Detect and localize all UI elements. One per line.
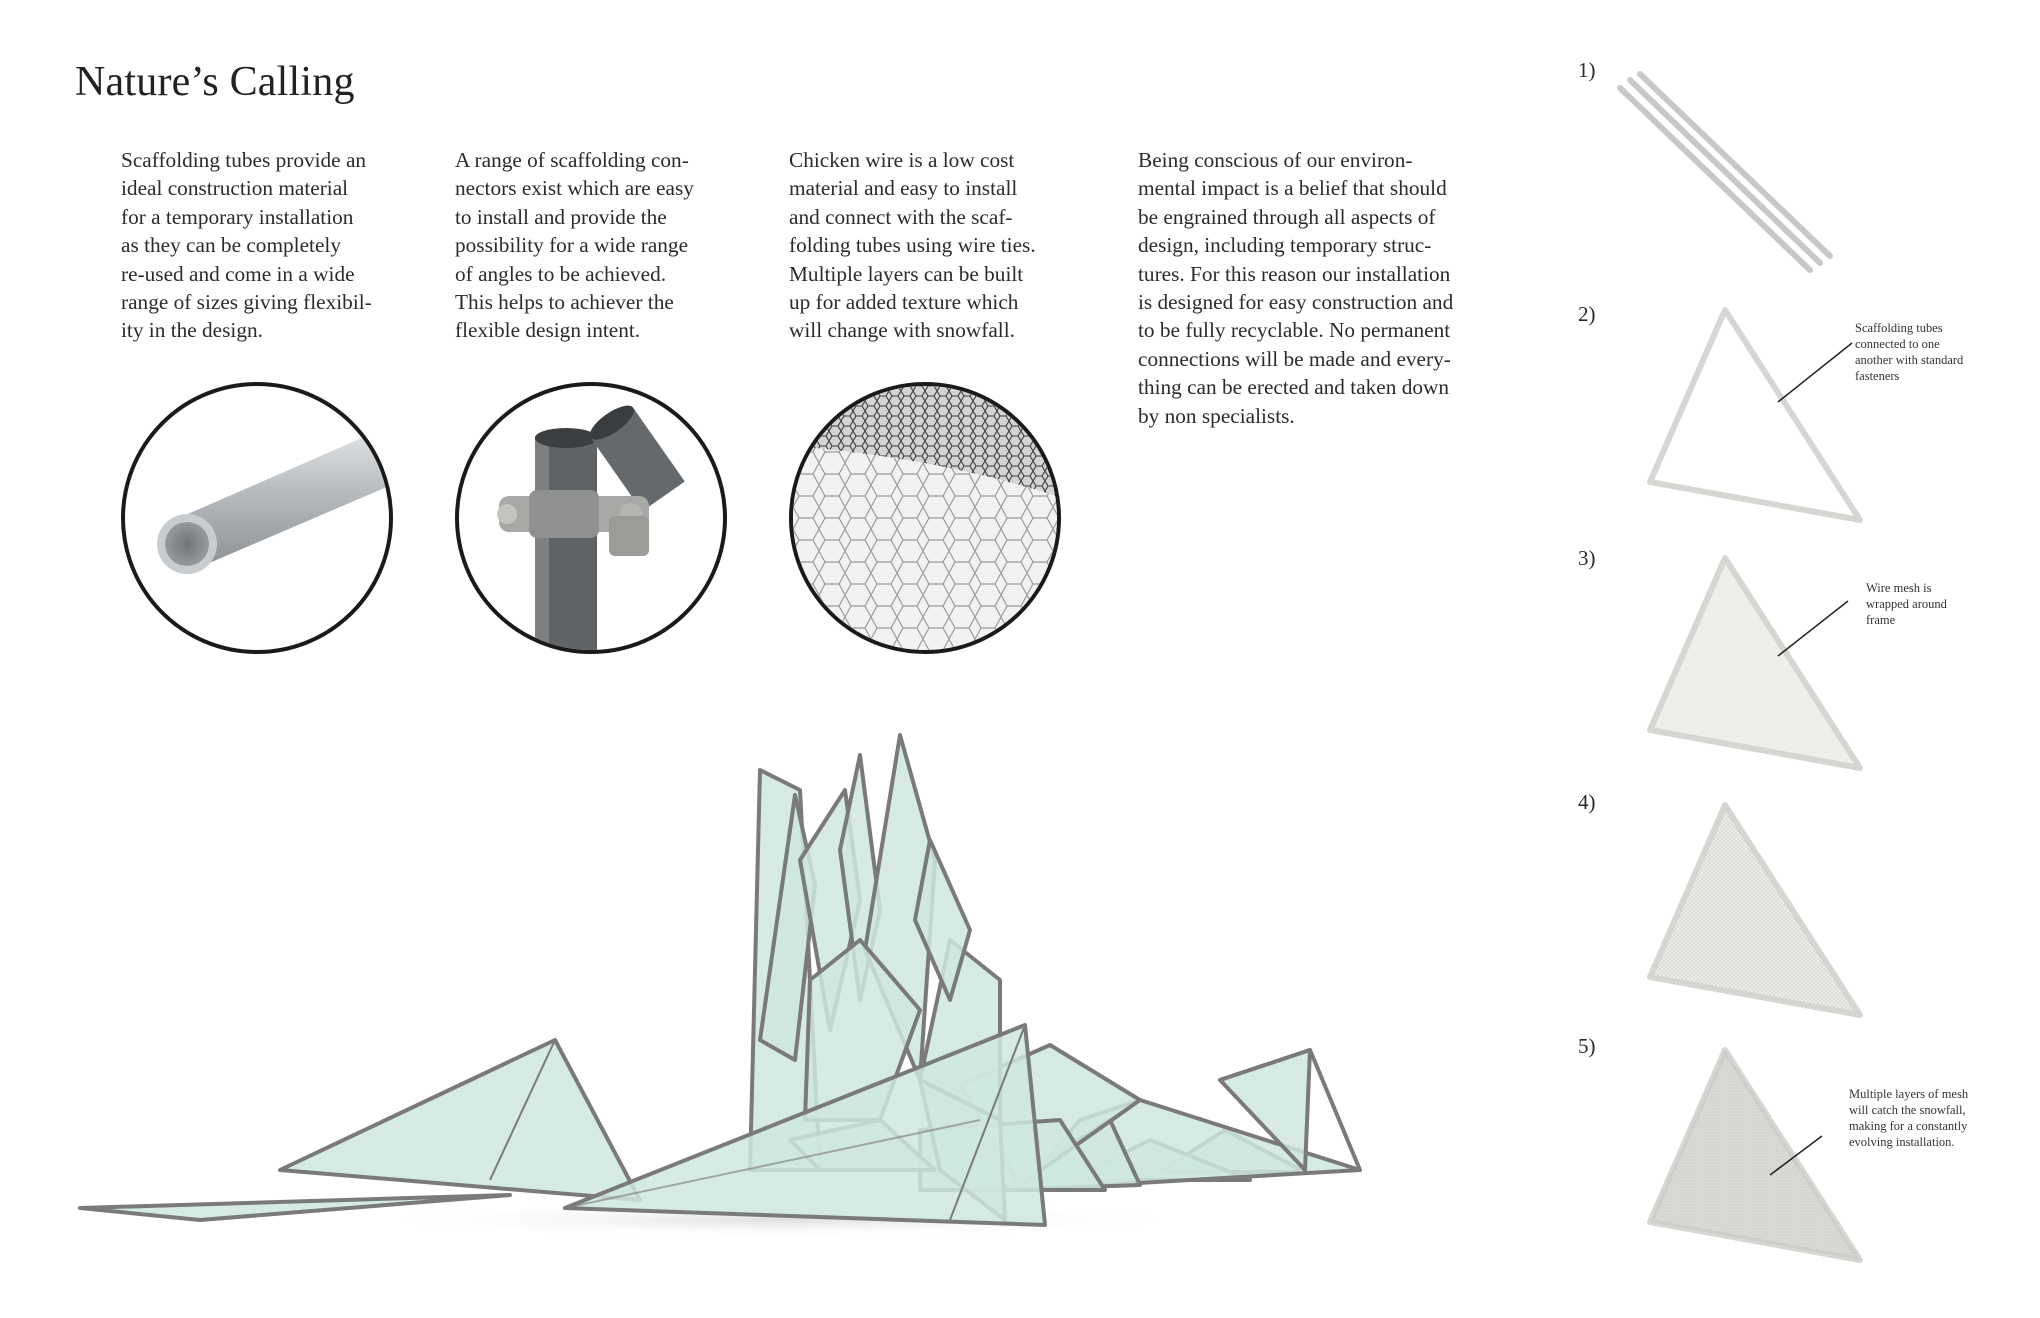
scaffolding-tube-photo: [121, 382, 393, 654]
step-5-number: 5): [1578, 1034, 1596, 1058]
step-1-number: 1): [1578, 58, 1596, 82]
step-4-meshed-frame: [1580, 795, 1910, 1025]
step-2-number: 2): [1578, 302, 1596, 326]
step-3-number: 3): [1578, 546, 1596, 570]
environment-statement: Being conscious of our environ- mental impact is a belief that should be engrained through all aspects of design, including temporary struc- tures. For this reason our installation is designed for easy construction and to be fully recyclable. No permanent connections will be made and every- thing can be erected and taken down by non specialists.: [1138, 148, 1454, 428]
step-3-note: Wire mesh is wrapped around frame: [1866, 581, 1947, 627]
step-5-note: Multiple layers of mesh will catch the snowfall, making for a constantly evolving installation.: [1849, 1087, 1969, 1149]
step-5-layered-mesh: [1580, 1040, 1910, 1270]
chicken-wire-photo: [789, 382, 1061, 654]
step-2-note: Scaffolding tubes connected to one another with standard fasteners: [1855, 321, 1964, 383]
scaffolding-connector-photo: [455, 382, 727, 654]
step-3-meshed-frame: [1580, 548, 1910, 778]
scaffolding-tube-description: Scaffolding tubes provide an ideal construction material for a temporary installation as they can be completely re-used and come in a wide range of sizes giving flexibil- ity in the design.: [121, 148, 372, 343]
step-1-tubes: [1580, 70, 1910, 290]
chicken-wire-description: Chicken wire is a low cost material and easy to install and connect with the scaf- folding tubes using wire ties. Multiple layers can be built up for added texture which will change with snowfall.: [789, 148, 1036, 343]
installation-render: [60, 700, 1510, 1280]
connector-description: A range of scaffolding con- nectors exist which are easy to install and provide the possibility for a wide range of angles to be achieved. This helps to achiever the flexible design intent.: [455, 148, 694, 343]
page-title: Nature’s Calling: [75, 59, 355, 105]
step-4-number: 4): [1578, 790, 1596, 814]
